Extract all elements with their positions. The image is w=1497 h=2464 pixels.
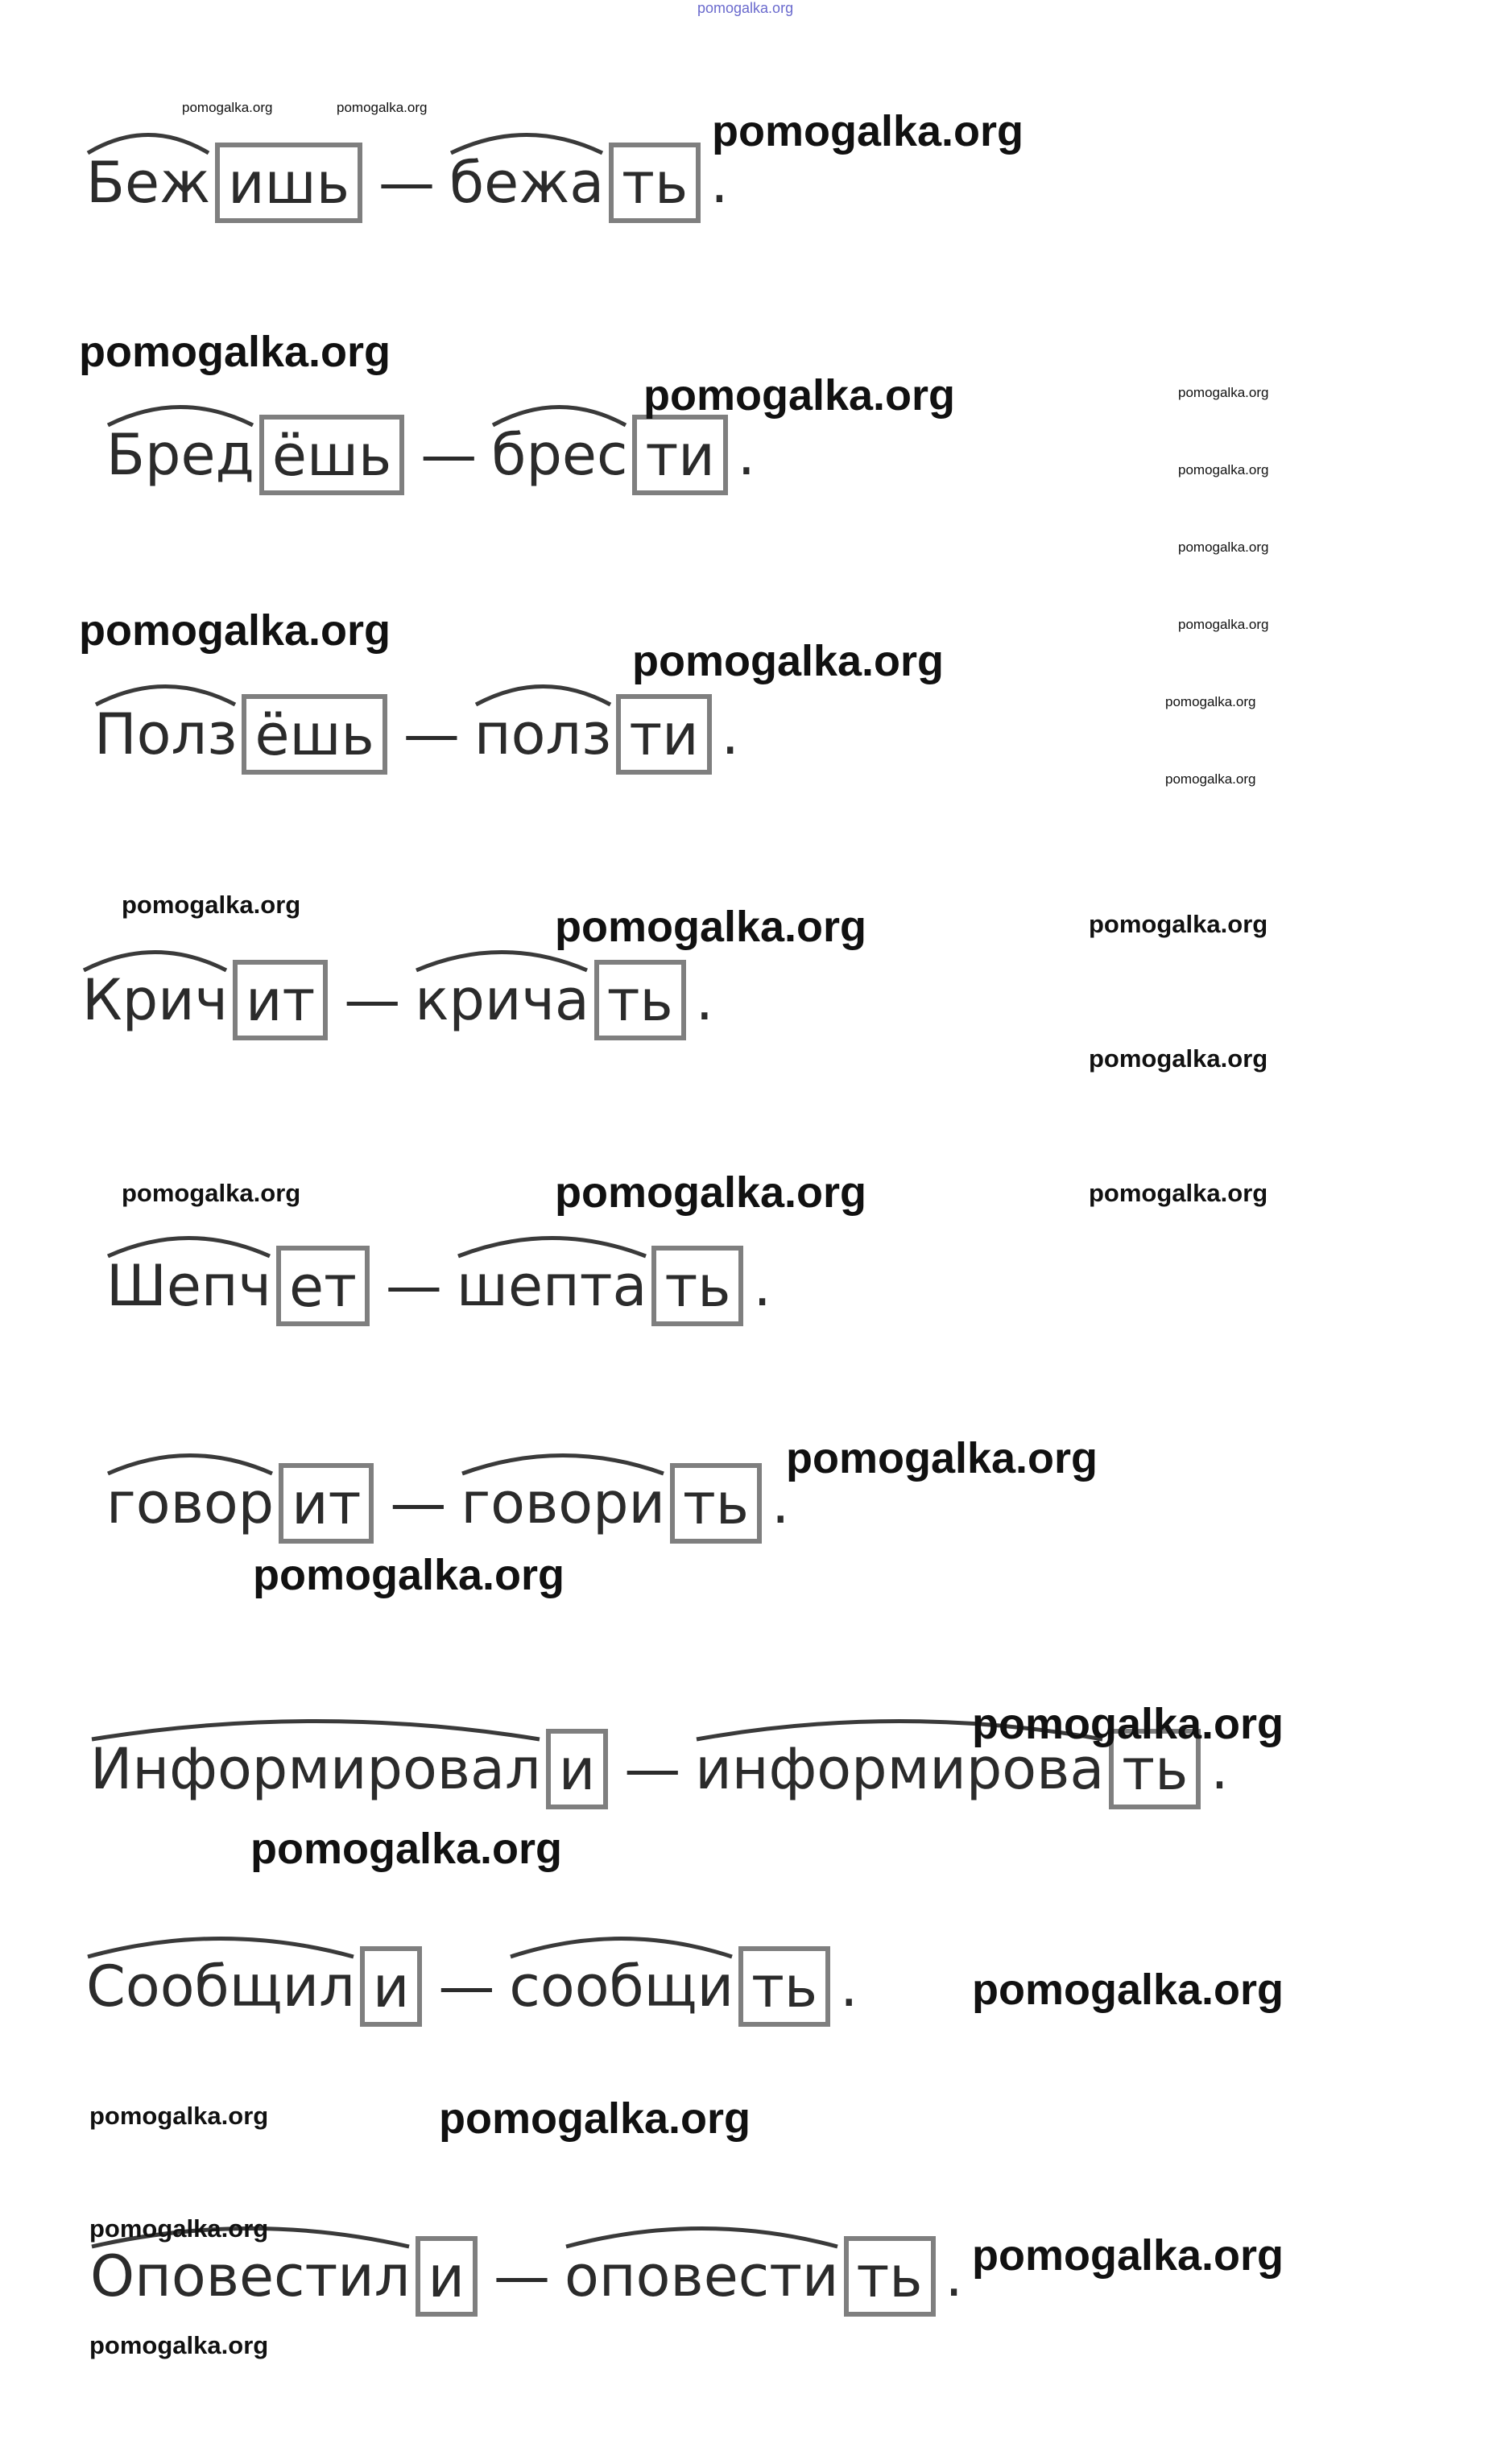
root-word-infinitive: полз	[473, 701, 612, 767]
watermark-text: pomogalka.org	[555, 1168, 867, 1217]
suffix-box: ть	[738, 1946, 830, 2027]
suffix-box: ти	[616, 694, 711, 775]
watermark-text: pomogalka.org	[253, 1551, 565, 1599]
root-word: Сообщил	[86, 1953, 355, 2020]
period: .	[753, 1253, 771, 1319]
watermark-text: pomogalka.org	[972, 1966, 1284, 2014]
watermark-text: pomogalka.org	[89, 2102, 269, 2130]
root-word-infinitive: сообщи	[509, 1953, 734, 2020]
root-word-infinitive: говори	[461, 1470, 666, 1536]
period: .	[945, 2243, 963, 2309]
dash: —	[390, 1470, 447, 1536]
root-word: Полз	[94, 701, 238, 767]
watermark-text: pomogalka.org	[89, 2331, 269, 2359]
watermark-text: pomogalka.org	[182, 100, 273, 115]
watermark-text: pomogalka.org	[712, 107, 1024, 155]
root-word-infinitive: шепта	[456, 1253, 647, 1319]
period: .	[721, 701, 739, 767]
watermark-text: pomogalka.org	[122, 1179, 301, 1207]
period: .	[695, 967, 714, 1033]
ending-box: и	[416, 2236, 478, 2317]
dash: —	[378, 150, 435, 216]
watermark-text: pomogalka.org	[122, 891, 301, 919]
watermark-text: pomogalka.org	[1178, 385, 1269, 400]
dash: —	[438, 1953, 495, 2020]
watermark-text: pomogalka.org	[555, 903, 867, 951]
period: .	[1210, 1736, 1229, 1802]
period: .	[737, 422, 755, 488]
watermark-text: pomogalka.org	[1178, 462, 1269, 478]
suffix-box: ть	[609, 143, 701, 223]
watermark-text: pomogalka.org	[1165, 771, 1256, 787]
dash: —	[494, 2243, 551, 2309]
period: .	[840, 1953, 858, 2020]
suffix-box: ть	[651, 1246, 743, 1326]
dash: —	[624, 1736, 681, 1802]
ending-box: ишь	[215, 143, 362, 223]
watermark-text: pomogalka.org	[1178, 617, 1269, 632]
suffix-box: ти	[632, 415, 727, 495]
root-word-infinitive: брес	[491, 422, 628, 488]
dash: —	[385, 1253, 442, 1319]
watermark-text: pomogalka.org	[632, 637, 945, 685]
ending-box: ет	[276, 1246, 370, 1326]
suffix-box: ть	[594, 960, 686, 1040]
site-header: pomogalka.org	[697, 0, 794, 16]
period: .	[710, 150, 729, 216]
watermark-text: pomogalka.org	[439, 2094, 751, 2143]
watermark-text: pomogalka.org	[1089, 1179, 1268, 1207]
root-word-infinitive: информирова	[695, 1736, 1105, 1802]
watermark-text: pomogalka.org	[250, 1825, 563, 1873]
suffix-box: ть	[844, 2236, 936, 2317]
ending-box: и	[546, 1729, 609, 1809]
root-word: говор	[106, 1470, 275, 1536]
root-word-infinitive: оповести	[564, 2243, 839, 2309]
watermark-text: pomogalka.org	[1089, 910, 1268, 938]
watermark-text: pomogalka.org	[972, 2231, 1284, 2280]
watermark-text: pomogalka.org	[972, 1700, 1284, 1748]
watermark-text: pomogalka.org	[89, 2214, 269, 2243]
watermark-text: pomogalka.org	[79, 606, 391, 655]
period: .	[771, 1470, 790, 1536]
ending-box: и	[360, 1946, 423, 2027]
watermark-text: pomogalka.org	[1178, 540, 1269, 555]
watermark-text: pomogalka.org	[1165, 694, 1256, 709]
root-word: Беж	[86, 150, 211, 216]
dash: —	[344, 967, 401, 1033]
suffix-box: ть	[1109, 1729, 1201, 1809]
root-word: Информировал	[90, 1736, 541, 1802]
ending-box: ёшь	[242, 694, 387, 775]
ending-box: ёшь	[259, 415, 404, 495]
root-word-infinitive: крича	[415, 967, 589, 1033]
watermark-text: pomogalka.org	[337, 100, 428, 115]
suffix-box: ть	[670, 1463, 762, 1544]
dash: —	[420, 422, 478, 488]
root-word: Крич	[82, 967, 228, 1033]
root-word: Шепч	[106, 1253, 272, 1319]
root-word-infinitive: бежа	[449, 150, 605, 216]
watermark-text: pomogalka.org	[786, 1434, 1098, 1482]
watermark-text: pomogalka.org	[79, 328, 391, 376]
ending-box: ит	[279, 1463, 374, 1544]
watermark-text: pomogalka.org	[643, 371, 956, 420]
dash: —	[403, 701, 460, 767]
root-word: Бред	[106, 422, 254, 488]
watermark-text: pomogalka.org	[1089, 1044, 1268, 1073]
ending-box: ит	[233, 960, 328, 1040]
root-word: Оповестил	[90, 2243, 411, 2309]
